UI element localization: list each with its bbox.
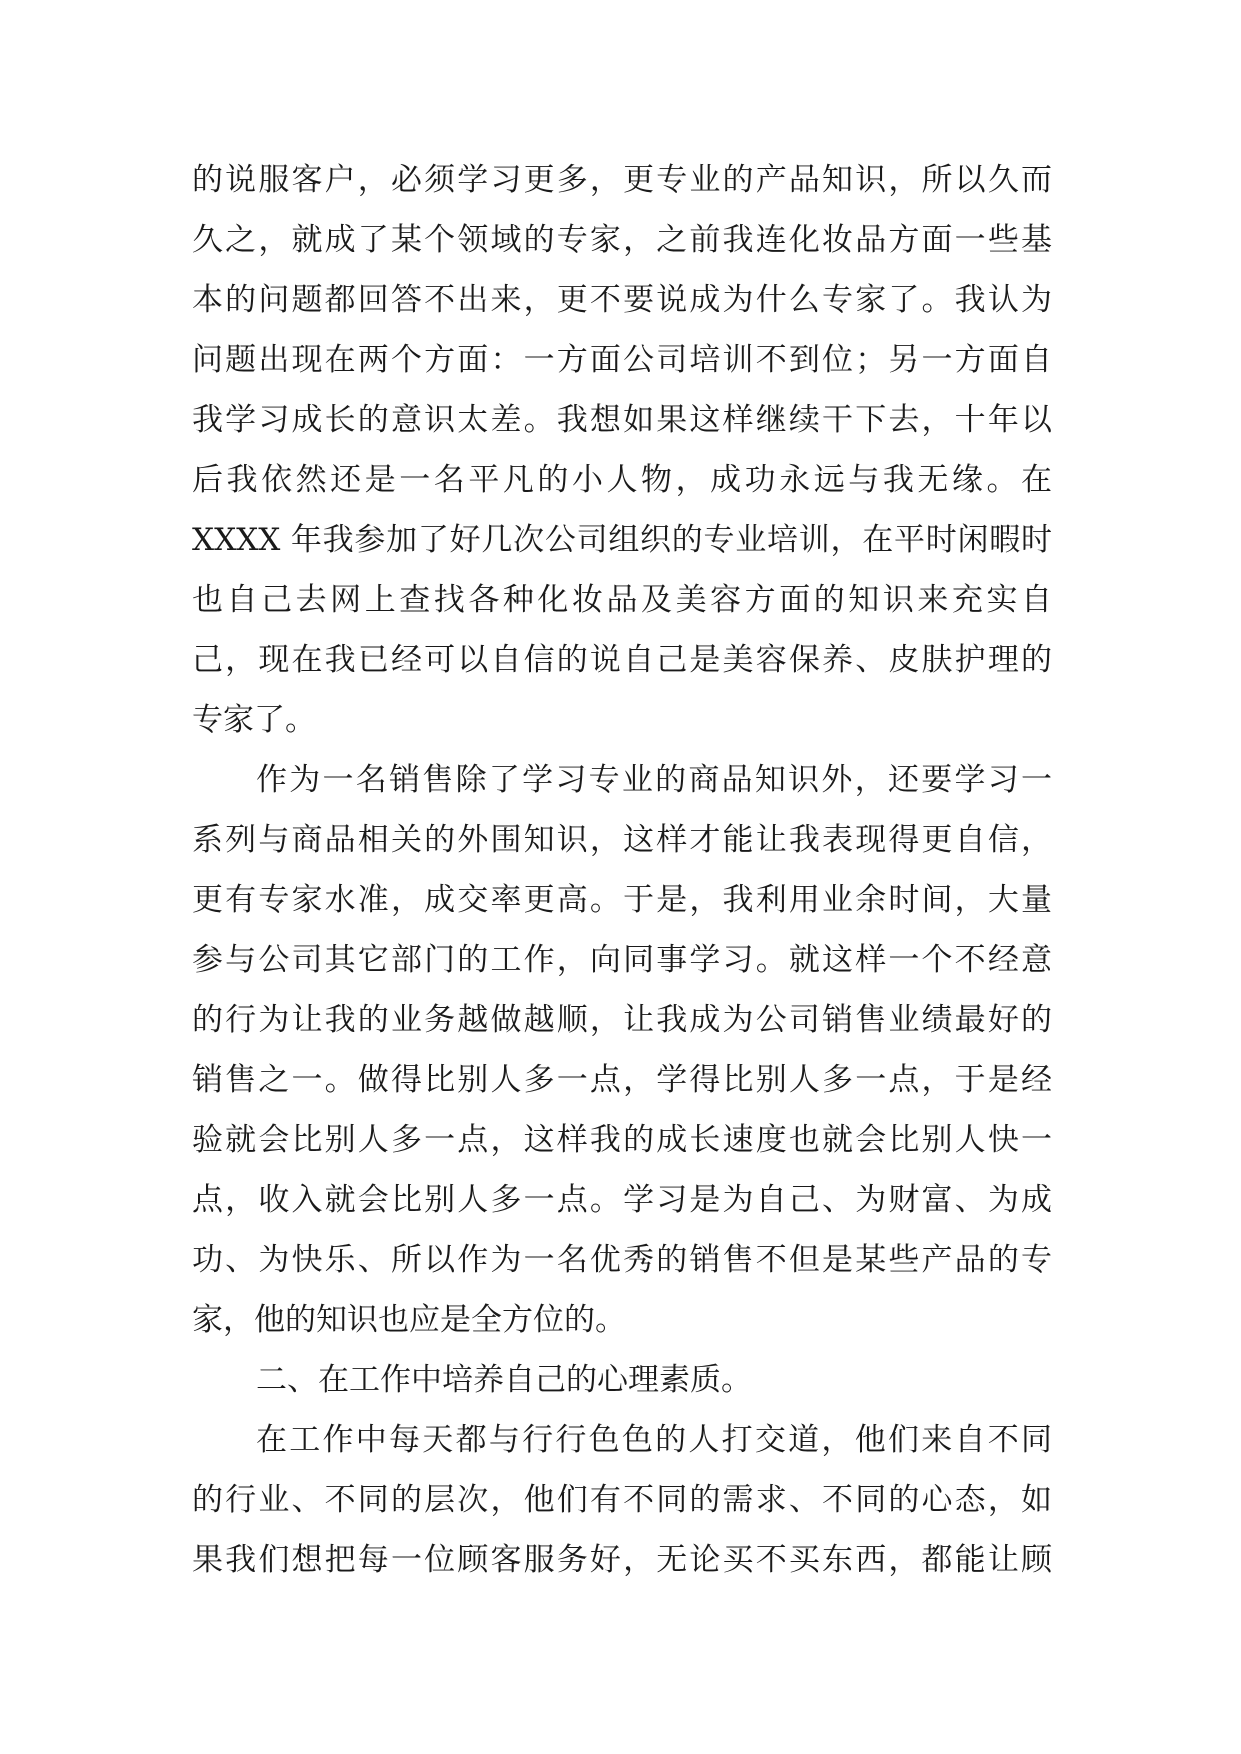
text-line: XXXX 年我参加了好几次公司组织的专业培训，在平时闲暇时 (192, 522, 1052, 558)
text-line: 二、在工作中培养自己的心理素质。 (256, 1362, 752, 1398)
text-line: 更有专家水准，成交率更高。于是，我利用业余时间，大量 (192, 882, 1052, 918)
text-line: 的说服客户，必须学习更多，更专业的产品知识，所以久而 (192, 162, 1052, 198)
text-line: 系列与商品相关的外围知识，这样才能让我表现得更自信， (192, 822, 1052, 858)
text-line: 在工作中每天都与行行色色的人打交道，他们来自不同 (256, 1422, 1052, 1458)
text-line: 功、为快乐、所以作为一名优秀的销售不但是某些产品的专 (192, 1242, 1052, 1278)
text-line: 参与公司其它部门的工作，向同事学习。就这样一个不经意 (192, 942, 1052, 978)
text-line: 后我依然还是一名平凡的小人物，成功永远与我无缘。在 (192, 462, 1052, 498)
text-line: 我学习成长的意识太差。我想如果这样继续干下去，十年以 (192, 402, 1052, 438)
text-line: 专家了。 (192, 702, 316, 738)
text-line: 己，现在我已经可以自信的说自己是美容保养、皮肤护理的 (192, 642, 1052, 678)
body-text (192, 150, 1052, 1590)
text-line: 作为一名销售除了学习专业的商品知识外，还要学习一 (256, 762, 1052, 798)
text-line: 家，他的知识也应是全方位的。 (192, 1302, 626, 1338)
text-line: 点，收入就会比别人多一点。学习是为自己、为财富、为成 (192, 1182, 1052, 1218)
text-line: 问题出现在两个方面：一方面公司培训不到位；另一方面自 (192, 342, 1052, 378)
text-line: 的行业、不同的层次，他们有不同的需求、不同的心态，如 (192, 1482, 1052, 1518)
text-line: 也自己去网上查找各种化妆品及美容方面的知识来充实自 (192, 582, 1052, 618)
text-line: 销售之一。做得比别人多一点，学得比别人多一点，于是经 (192, 1062, 1052, 1098)
text-line: 久之，就成了某个领域的专家，之前我连化妆品方面一些基 (192, 222, 1052, 258)
text-line: 果我们想把每一位顾客服务好，无论买不买东西，都能让顾 (192, 1542, 1052, 1578)
text-line: 的行为让我的业务越做越顺，让我成为公司销售业绩最好的 (192, 1002, 1052, 1038)
text-line: 验就会比别人多一点，这样我的成长速度也就会比别人快一 (192, 1122, 1052, 1158)
text-line: 本的问题都回答不出来，更不要说成为什么专家了。我认为 (192, 282, 1052, 318)
